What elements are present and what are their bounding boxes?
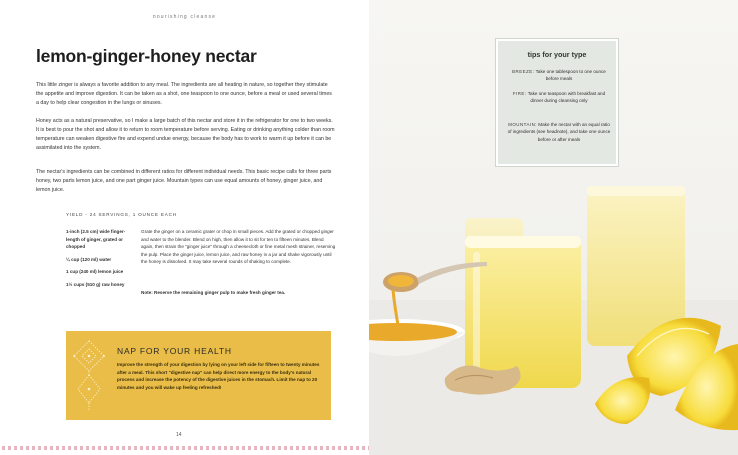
ingredient-item: 1-inch (2.5 cm) wide finger-length of ginger, grated or chopped	[66, 229, 126, 249]
recipe-yield: YIELD - 24 SERVINGS, 1 OUNCE EACH	[66, 212, 177, 217]
ingredient-item: 1 cup (240 ml) lemon juice	[66, 269, 124, 274]
ingredient-item: ¼ cup (120 ml) water	[66, 256, 112, 262]
intro-paragraph-3: The nectar's ingredients can be combined in different ratios for different individual needs. This basic recipe calls for three parts honey, two parts lemon juice, and one part ginger juice. Mountain types can use equal amounts of honey, ginger juice, and lemon juice.	[36, 169, 332, 193]
nap-sidebar-box	[66, 331, 331, 420]
ingredient-list	[66, 228, 128, 293]
recipe-title: lemon-ginger-honey nectar	[36, 46, 257, 66]
nap-box-text: Improve the strength of your digestion by lying on your left side for fifteen to twenty minutes after a meal. This short "digestive nap" can help direct more energy to the body's natural process and increase the potency of the digestive juices in the stomach. Limit the nap to 20 minutes and you will wake up feeling refreshed!	[117, 362, 320, 390]
intro-paragraph-2: Honey acts as a natural preservative, so I make a large batch of this nectar and store it in the refrigerator for one to two weeks. It is best to pour the shot and allow it to return to room temperature before serving. Eating or drinking anything colder than room temperature can weaken digestive fire and expend undue energy, because the body has to work to warm it up before it can be assimilated into the system.	[36, 118, 335, 151]
tips-card	[496, 39, 618, 166]
recipe-note: Note: Reserve the remaining ginger pulp to make fresh ginger tea.	[141, 290, 286, 295]
tip-text: Take one tablespoon to one ounce before meals	[535, 69, 606, 82]
recipe-directions: Grate the ginger on a ceramic grater or chop in small pieces. Add the grated or chopped ginger and water to the blender. Blend on high, then allow it to sit for ten to fifteen minutes. Blend again, then strain the "ginger juice" through a cheesecloth or fine metal mesh strainer, reserving the pulp. Place the ginger juice, lemon juice, and raw honey in a jar and shake vigorously until the honey is dissolved. It may take several rounds of shaking to complete.	[141, 229, 336, 265]
tip-label: BREEZE:	[512, 69, 535, 74]
tip-label: MOUNTAIN:	[508, 122, 538, 127]
tip-breeze	[506, 68, 612, 83]
tip-mountain	[506, 121, 612, 143]
tip-text: Take one teaspoon with breakfast and dinner during cleansing only	[527, 91, 606, 104]
tip-fire	[506, 90, 612, 105]
tip-label: FIRE:	[512, 91, 527, 96]
tips-title: tips for your type	[527, 50, 587, 59]
intro-paragraph-1: This little zinger is always a favorite addition to any meal. The ingredients are all heating in nature, so together they stimulate the appetite and improve digestion. It can be taken as a shot, one teaspoon to one ounce, before a meal or used several times a day to help clear congestion in the lungs or sinuses.	[36, 82, 332, 106]
ingredient-item: 1½ cups (510 g) raw honey	[66, 281, 125, 287]
decorative-border	[0, 445, 369, 451]
nap-box-title: NAP FOR YOUR HEALTH	[117, 346, 232, 356]
dotted-ornament-icon	[70, 337, 108, 413]
running-head: nourishing cleanse	[152, 14, 217, 20]
tip-text: Make the nectar with an equal ratio of ingredients (see headnote), and take one ounce before or after meals	[507, 122, 611, 142]
page-number: 14	[176, 432, 182, 438]
